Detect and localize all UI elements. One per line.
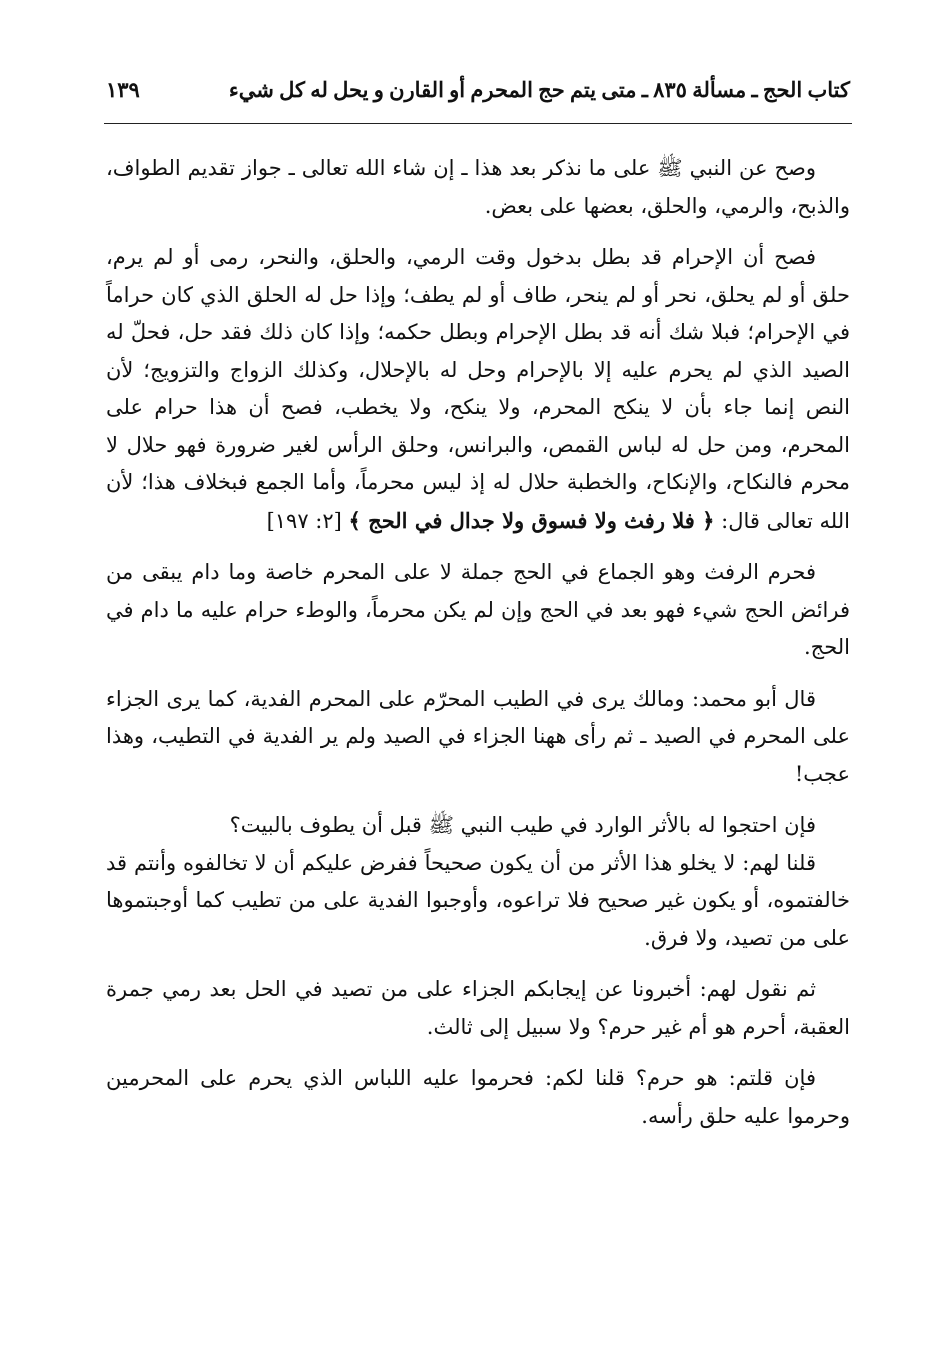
paragraph-6: قلنا لهم: لا يخلو هذا الأثر من أن يكون صحيحاً ففرض عليكم أن لا تخالفوه وأنتم قد خالفتموه، أو يكون غير صحيح فلا تراعوه، وأوجبوا الفدية على من تطيب كما أوجبتموها على من تصيد، ولا فرق.: [106, 850, 850, 950]
header-title: كتاب الحج ـ مسألة ٨٣٥ ـ متى يتم حج المحرم أو القارن و يحل له كل شيء: [228, 78, 850, 102]
running-header: [106, 78, 850, 103]
paragraph-2: [106, 239, 850, 540]
header-divider: [104, 123, 852, 124]
paragraph-5: فإن احتجوا له بالأثر الوارد في طيب النبي ﷺ قبل أن يطوف بالبيت؟: [229, 813, 816, 837]
page-body: [106, 150, 850, 1149]
paragraph-7: ثم نقول لهم: أخبرونا عن إيجابكم الجزاء على من تصيد في الحل بعد رمي جمرة العقبة، أحرم هو أم غير حرم؟ ولا سبيل إلى ثالث.: [106, 977, 850, 1039]
paragraph-3: فحرم الرفث وهو الجماع في الحج جملة لا على المحرم خاصة وما دام يبقى من فرائض الحج شيء فهو بعد في الحج وإن لم يكن محرماً، والوطء حرام عليه ما دام في الحج.: [106, 560, 850, 659]
paragraph-8: فإن قلتم: هو حرم؟ قلنا لكم: فحرموا عليه اللباس الذي يحرم على المحرمين وحرموا عليه حلق رأسه.: [106, 1066, 850, 1128]
page-number: ١٣٩: [106, 78, 140, 102]
paragraph-1: وصح عن النبي ﷺ على ما نذكر بعد هذا ـ إن شاء الله تعالى ـ جواز تقديم الطواف، والذبح، والرمي، والحلق، بعضها على بعض.: [106, 156, 850, 218]
paragraph-4: قال أبو محمد: ومالك يرى في الطيب المحرّم على المحرم الفدية، كما يرى الجزاء على المحرم في الصيد ـ ثم رأى ههنا الجزاء في الصيد ولم ير الفدية في التطيب، وهذا عجب!: [106, 686, 850, 786]
verse-reference: [٢: ١٩٧]: [266, 508, 342, 533]
paragraph-2-text: فصح أن الإحرام قد بطل بدخول وقت الرمي، والحلق، والنحر، رمى أو لم يرم، حلق أو لم يحلق، نحر أو لم ينحر، طاف أو لم يطف؛ وإذا حل له الحلق الذي كان حراماً في الإحرام؛ فبلا شك أنه قد بطل الإحرام وبطل حكمه؛ وإذا كان ذلك فقد حل، فحلّ له الصيد الذي لم يحرم عليه إلا بالإحرام وحل له بالإحلال، وكذلك الزواج والتزويج؛ لأن النص إنما جاء بأن لا ينكح المحرم، ولا ينكح، ولا يخطب، فصح أن هذا حرام على المحرم، ومن حل له لباس القمص، والبرانس، وحلق الرأس لغير ضرورة فهو حلال لا محرم فالنكاح، والإنكاح، والخطبة حلال له إذ ليس محرماً، وأما الجمع فبخلاف هذا؛ لأن الله تعالى قال:: [106, 245, 850, 533]
quran-verse: ﴿ فلا رفث ولا فسوق ولا جدال في الحج ﴾: [348, 507, 715, 533]
